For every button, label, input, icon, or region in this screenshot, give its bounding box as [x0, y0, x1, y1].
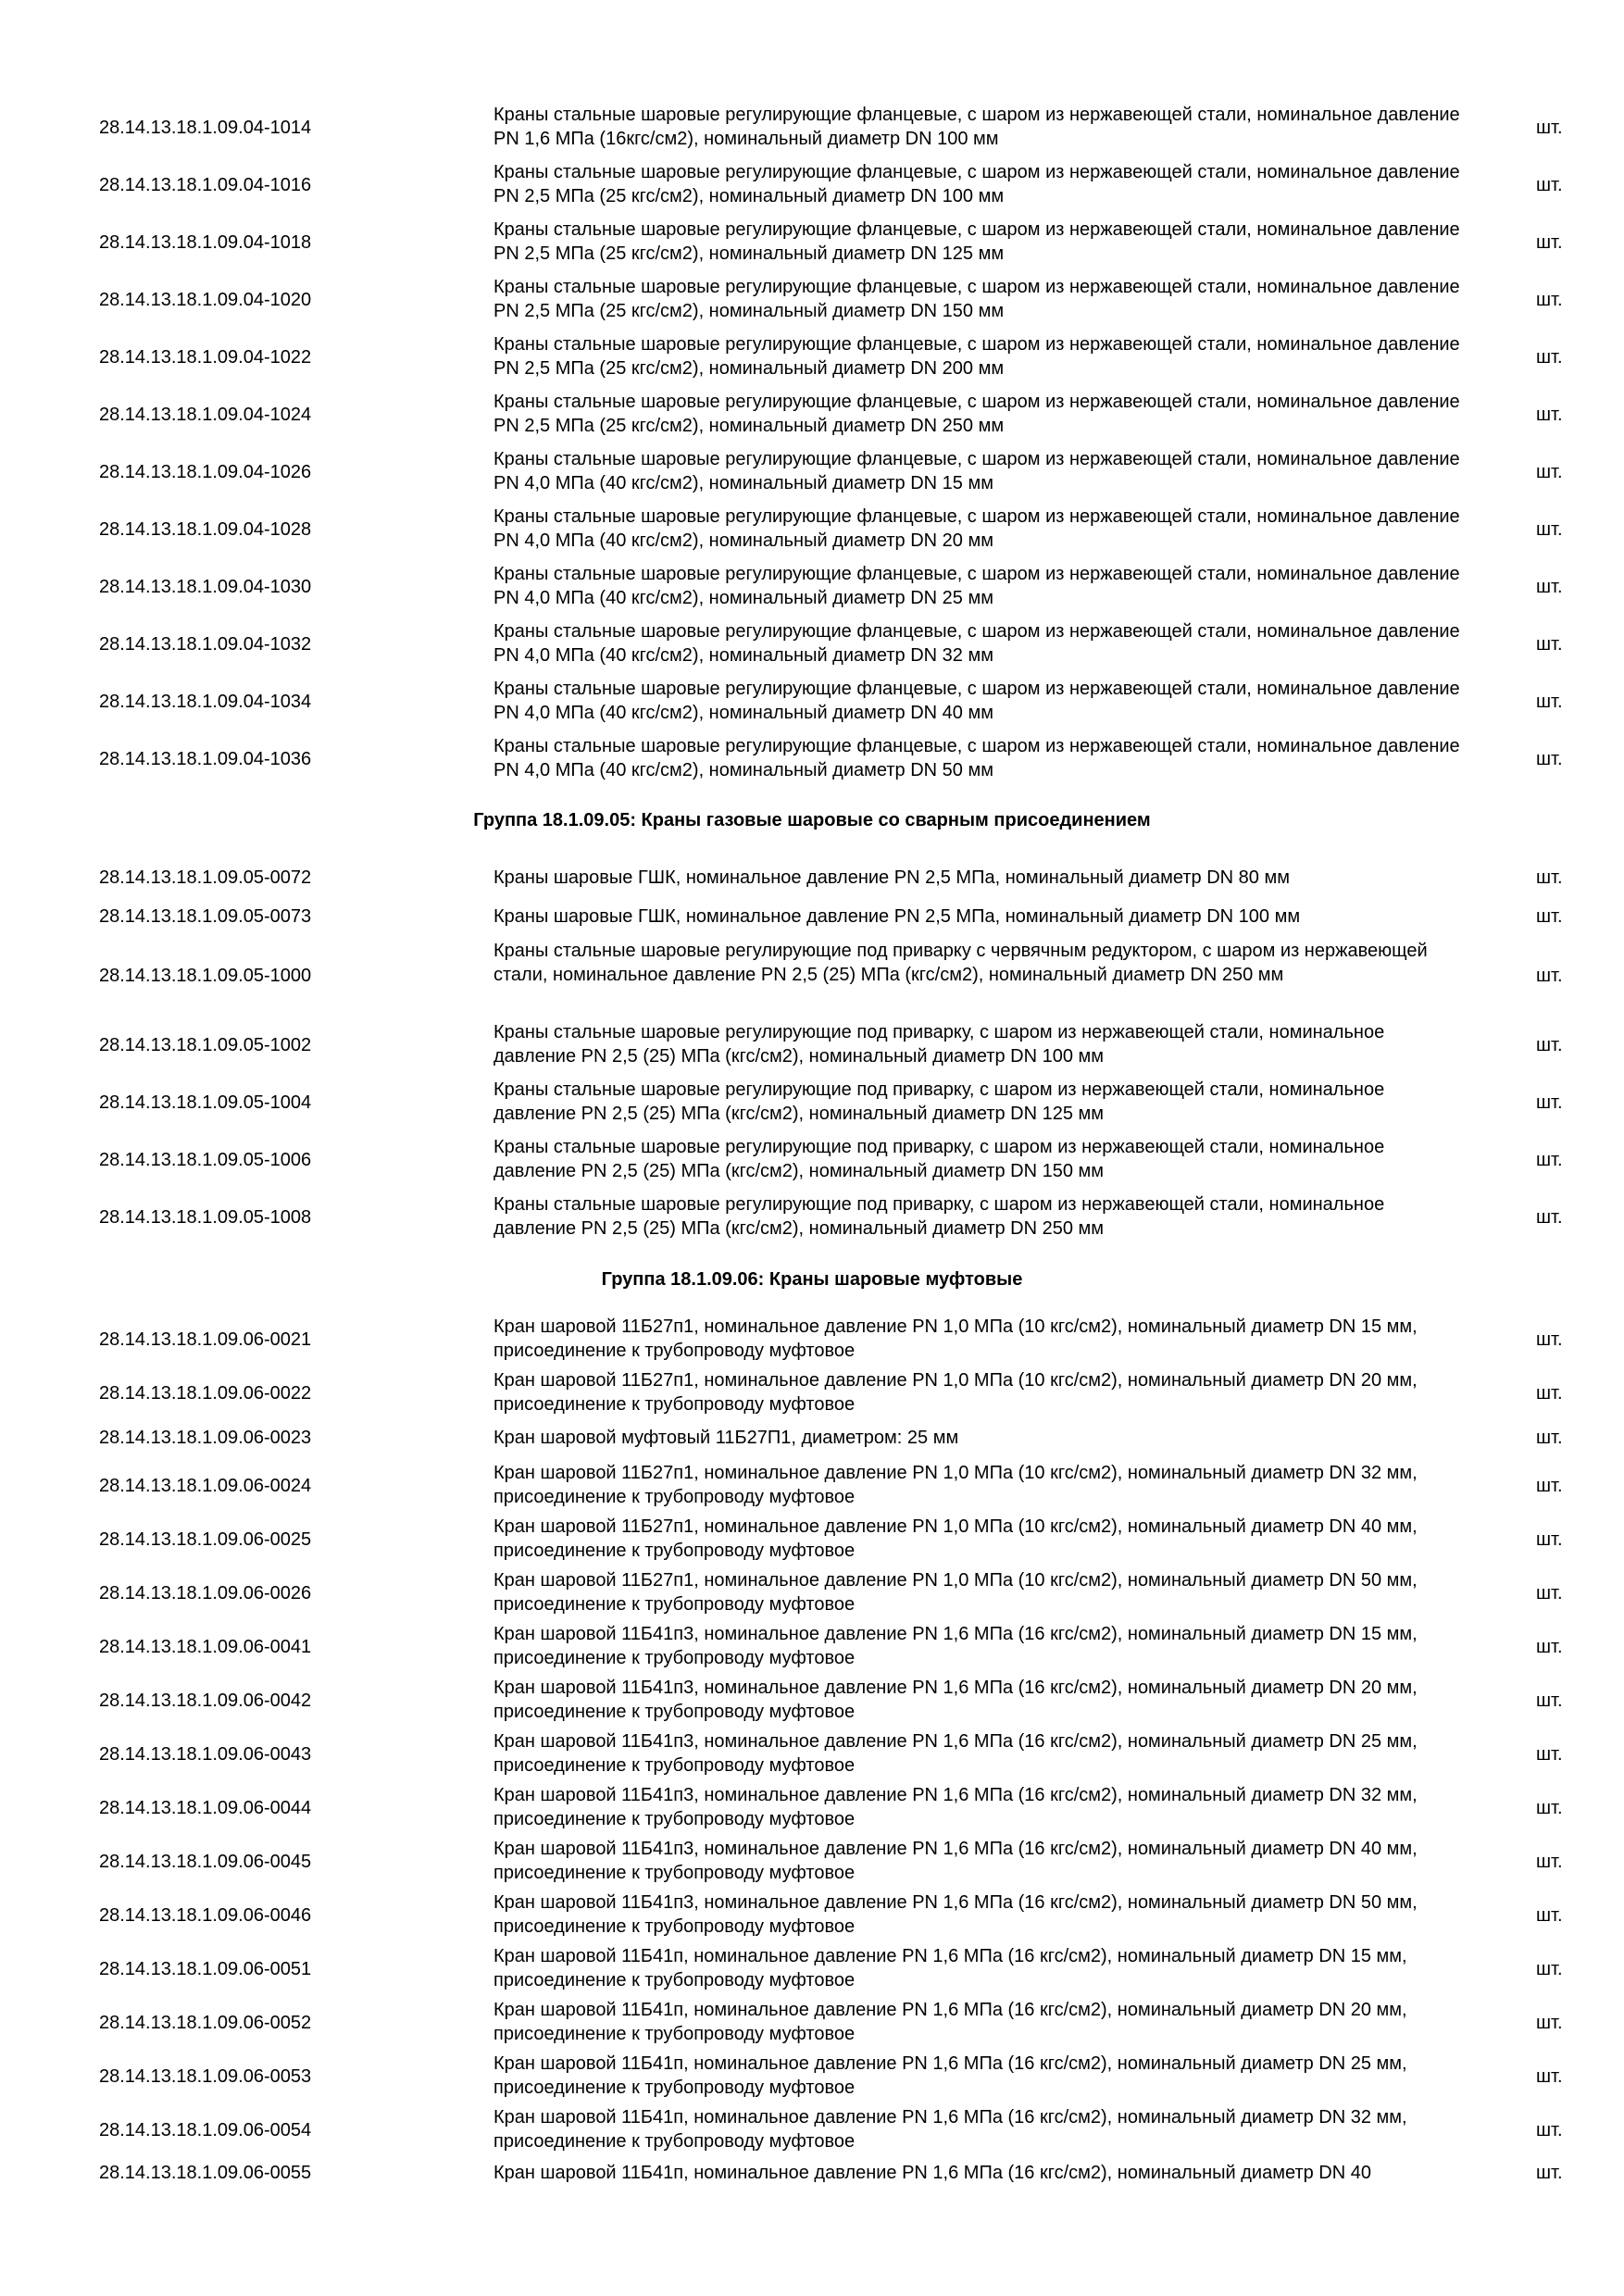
- row-description: Кран шаровой 11Б41п3, номинальное давление PN 1,6 МПа (16 кгс/см2), номинальный диаметр DN 50 мм, присоединение к трубопроводу муфтовое: [493, 1892, 1418, 1937]
- row-description: Краны стальные шаровые регулирующие под приварку, с шаром из нержавеющей стали, номинальное давление PN 2,5 (25) МПа (кгс/см2), номинальный диаметр DN 150 мм: [493, 1137, 1385, 1181]
- row-unit: шт.: [1536, 519, 1563, 540]
- row-description: Кран шаровой 11Б27п1, номинальное давление PN 1,0 МПа (10 кгс/см2), номинальный диаметр DN 20 мм, присоединение к трубопроводу муфтовое: [493, 1370, 1418, 1415]
- row-unit: шт.: [1536, 692, 1563, 712]
- row-unit: шт.: [1536, 2013, 1563, 2033]
- row-description: Краны стальные шаровые регулирующие фланцевые, с шаром из нержавеющей стали, номинальное давление PN 2,5 МПа (25 кгс/см2), номинальный диаметр DN 250 мм: [493, 392, 1460, 436]
- row-unit: шт.: [1536, 1529, 1563, 1550]
- row-code: 28.14.13.18.1.09.06-0051: [99, 1959, 312, 1979]
- row-code: 28.14.13.18.1.09.05-0073: [99, 906, 312, 927]
- row-description: Кран шаровой 11Б41п, номинальное давление PN 1,6 МПа (16 кгс/см2), номинальный диаметр DN 20 мм, присоединение к трубопроводу муфтовое: [493, 2000, 1407, 2044]
- row-description: Краны стальные шаровые регулирующие фланцевые, с шаром из нержавеющей стали, номинальное давление PN 4,0 МПа (40 кгс/см2), номинальный диаметр DN 50 мм: [493, 736, 1460, 780]
- row-description: Краны стальные шаровые регулирующие под приварку, с шаром из нержавеющей стали, номинальное давление PN 2,5 (25) МПа (кгс/см2), номинальный диаметр DN 100 мм: [493, 1022, 1385, 1067]
- row-code: 28.14.13.18.1.09.06-0045: [99, 1852, 312, 1872]
- row-code: 28.14.13.18.1.09.04-1024: [99, 405, 312, 425]
- row-code: 28.14.13.18.1.09.06-0025: [99, 1529, 312, 1550]
- row-description: Краны стальные шаровые регулирующие под приварку, с шаром из нержавеющей стали, номинальное давление PN 2,5 (25) МПа (кгс/см2), номинальный диаметр DN 250 мм: [493, 1194, 1385, 1239]
- row-description: Краны стальные шаровые регулирующие фланцевые, с шаром из нержавеющей стали, номинальное давление PN 2,5 МПа (25 кгс/см2), номинальный диаметр DN 150 мм: [493, 277, 1460, 321]
- row-description: Краны стальные шаровые регулирующие фланцевые, с шаром из нержавеющей стали, номинальное давление PN 2,5 МПа (25 кгс/см2), номинальный диаметр DN 100 мм: [493, 162, 1460, 206]
- row-description: Кран шаровой 11Б41п, номинальное давление PN 1,6 МПа (16 кгс/см2), номинальный диаметр DN 15 мм, присоединение к трубопроводу муфтовое: [493, 1946, 1407, 1990]
- row-unit: шт.: [1536, 1583, 1563, 1603]
- row-description: Кран шаровой 11Б41п3, номинальное давление PN 1,6 МПа (16 кгс/см2), номинальный диаметр DN 32 мм, присоединение к трубопроводу муфтовое: [493, 1785, 1418, 1829]
- row-unit: шт.: [1536, 1637, 1563, 1657]
- row-code: 28.14.13.18.1.09.06-0052: [99, 2013, 312, 2033]
- row-description: Краны стальные шаровые регулирующие фланцевые, с шаром из нержавеющей стали, номинальное давление PN 2,5 МПа (25 кгс/см2), номинальный диаметр DN 125 мм: [493, 219, 1460, 264]
- row-unit: шт.: [1536, 1744, 1563, 1765]
- row-unit: шт.: [1536, 1428, 1563, 1448]
- row-unit: шт.: [1536, 462, 1563, 482]
- row-code: 28.14.13.18.1.09.04-1028: [99, 519, 312, 540]
- row-code: 28.14.13.18.1.09.06-0026: [99, 1583, 312, 1603]
- row-code: 28.14.13.18.1.09.04-1034: [99, 692, 312, 712]
- row-code: 28.14.13.18.1.09.05-1004: [99, 1092, 312, 1113]
- row-code: 28.14.13.18.1.09.06-0023: [99, 1428, 312, 1448]
- row-code: 28.14.13.18.1.09.04-1016: [99, 175, 312, 195]
- row-unit: шт.: [1536, 1691, 1563, 1711]
- row-description: Кран шаровой 11Б41п3, номинальное давление PN 1,6 МПа (16 кгс/см2), номинальный диаметр DN 40 мм, присоединение к трубопроводу муфтовое: [493, 1839, 1418, 1883]
- row-unit: шт.: [1536, 1798, 1563, 1818]
- row-description: Кран шаровой 11Б41п, номинальное давление PN 1,6 МПа (16 кгс/см2), номинальный диаметр DN 25 мм, присоединение к трубопроводу муфтовое: [493, 2053, 1407, 2098]
- row-unit: шт.: [1536, 867, 1563, 888]
- row-description: Кран шаровой 11Б41п, номинальное давление PN 1,6 МПа (16 кгс/см2), номинальный диаметр DN 32 мм, присоединение к трубопроводу муфтовое: [493, 2107, 1407, 2152]
- row-unit: шт.: [1536, 577, 1563, 597]
- row-unit: шт.: [1536, 1329, 1563, 1350]
- group-heading: Группа 18.1.09.06: Краны шаровые муфтовые: [601, 1269, 1023, 1290]
- row-code: 28.14.13.18.1.09.05-0072: [99, 867, 312, 888]
- row-description: Кран шаровой 11Б27п1, номинальное давление PN 1,0 МПа (10 кгс/см2), номинальный диаметр DN 40 мм, присоединение к трубопроводу муфтовое: [493, 1516, 1418, 1561]
- row-code: 28.14.13.18.1.09.04-1026: [99, 462, 312, 482]
- row-unit: шт.: [1536, 1383, 1563, 1404]
- row-description: Краны стальные шаровые регулирующие под приварку с червячным редуктором, с шаром из нержавеющей стали, номинальное давление PN 2,5 (25) МПа (кгс/см2), номинальный диаметр DN 250 мм: [493, 941, 1428, 985]
- row-code: 28.14.13.18.1.09.04-1020: [99, 290, 312, 310]
- row-code: 28.14.13.18.1.09.06-0054: [99, 2120, 312, 2140]
- row-code: 28.14.13.18.1.09.06-0043: [99, 1744, 312, 1765]
- row-unit: шт.: [1536, 1959, 1563, 1979]
- row-description: Краны шаровые ГШК, номинальное давление PN 2,5 МПа, номинальный диаметр DN 100 мм: [493, 906, 1301, 927]
- row-unit: шт.: [1536, 749, 1563, 769]
- row-code: 28.14.13.18.1.09.05-1000: [99, 966, 312, 986]
- row-description: Кран шаровой 11Б41п, номинальное давление PN 1,6 МПа (16 кгс/см2), номинальный диаметр DN 40: [493, 2163, 1371, 2183]
- row-code: 28.14.13.18.1.09.05-1008: [99, 1207, 312, 1228]
- row-unit: шт.: [1536, 232, 1563, 253]
- row-unit: шт.: [1536, 1476, 1563, 1496]
- row-description: Краны стальные шаровые регулирующие фланцевые, с шаром из нержавеющей стали, номинальное давление PN 4,0 МПа (40 кгс/см2), номинальный диаметр DN 20 мм: [493, 506, 1460, 551]
- row-unit: шт.: [1536, 347, 1563, 368]
- group-heading: Группа 18.1.09.05: Краны газовые шаровые со сварным присоединением: [473, 810, 1151, 830]
- row-description: Краны шаровые ГШК, номинальное давление PN 2,5 МПа, номинальный диаметр DN 80 мм: [493, 867, 1290, 888]
- row-unit: шт.: [1536, 1852, 1563, 1872]
- row-unit: шт.: [1536, 1905, 1563, 1926]
- row-description: Кран шаровой муфтовый 11Б27П1, диаметром: 25 мм: [493, 1428, 959, 1448]
- row-unit: шт.: [1536, 118, 1563, 138]
- row-unit: шт.: [1536, 1150, 1563, 1170]
- row-description: Краны стальные шаровые регулирующие фланцевые, с шаром из нержавеющей стали, номинальное давление PN 4,0 МПа (40 кгс/см2), номинальный диаметр DN 25 мм: [493, 564, 1460, 608]
- row-code: 28.14.13.18.1.09.06-0044: [99, 1798, 312, 1818]
- row-code: 28.14.13.18.1.09.05-1002: [99, 1035, 312, 1055]
- row-description: Краны стальные шаровые регулирующие фланцевые, с шаром из нержавеющей стали, номинальное давление PN 4,0 МПа (40 кгс/см2), номинальный диаметр DN 40 мм: [493, 679, 1460, 723]
- row-code: 28.14.13.18.1.09.06-0055: [99, 2163, 312, 2183]
- row-description: Кран шаровой 11Б41п3, номинальное давление PN 1,6 МПа (16 кгс/см2), номинальный диаметр DN 15 мм, присоединение к трубопроводу муфтовое: [493, 1624, 1418, 1668]
- row-description: Кран шаровой 11Б41п3, номинальное давление PN 1,6 МПа (16 кгс/см2), номинальный диаметр DN 25 мм, присоединение к трубопроводу муфтовое: [493, 1731, 1418, 1776]
- row-code: 28.14.13.18.1.09.06-0046: [99, 1905, 312, 1926]
- row-description: Краны стальные шаровые регулирующие под приварку, с шаром из нержавеющей стали, номинальное давление PN 2,5 (25) МПа (кгс/см2), номинальный диаметр DN 125 мм: [493, 1079, 1385, 1124]
- row-code: 28.14.13.18.1.09.06-0042: [99, 1691, 312, 1711]
- row-code: 28.14.13.18.1.09.06-0041: [99, 1637, 312, 1657]
- row-unit: шт.: [1536, 175, 1563, 195]
- row-description: Краны стальные шаровые регулирующие фланцевые, с шаром из нержавеющей стали, номинальное давление PN 4,0 МПа (40 кгс/см2), номинальный диаметр DN 32 мм: [493, 621, 1460, 666]
- row-code: 28.14.13.18.1.09.04-1018: [99, 232, 312, 253]
- row-description: Краны стальные шаровые регулирующие фланцевые, с шаром из нержавеющей стали, номинальное давление PN 4,0 МПа (40 кгс/см2), номинальный диаметр DN 15 мм: [493, 449, 1460, 493]
- row-code: 28.14.13.18.1.09.05-1006: [99, 1150, 312, 1170]
- row-unit: шт.: [1536, 966, 1563, 986]
- row-unit: шт.: [1536, 2120, 1563, 2140]
- row-code: 28.14.13.18.1.09.06-0022: [99, 1383, 312, 1404]
- row-description: Кран шаровой 11Б27п1, номинальное давление PN 1,0 МПа (10 кгс/см2), номинальный диаметр DN 15 мм, присоединение к трубопроводу муфтовое: [493, 1316, 1418, 1361]
- row-unit: шт.: [1536, 290, 1563, 310]
- row-unit: шт.: [1536, 1207, 1563, 1228]
- row-unit: шт.: [1536, 405, 1563, 425]
- row-unit: шт.: [1536, 906, 1563, 927]
- row-code: 28.14.13.18.1.09.04-1032: [99, 634, 312, 655]
- row-unit: шт.: [1536, 2066, 1563, 2087]
- row-code: 28.14.13.18.1.09.06-0024: [99, 1476, 312, 1496]
- row-description: Краны стальные шаровые регулирующие фланцевые, с шаром из нержавеющей стали, номинальное давление PN 2,5 МПа (25 кгс/см2), номинальный диаметр DN 200 мм: [493, 334, 1460, 379]
- row-code: 28.14.13.18.1.09.04-1014: [99, 118, 312, 138]
- row-unit: шт.: [1536, 634, 1563, 655]
- row-code: 28.14.13.18.1.09.06-0053: [99, 2066, 312, 2087]
- row-unit: шт.: [1536, 1092, 1563, 1113]
- row-code: 28.14.13.18.1.09.04-1036: [99, 749, 312, 769]
- row-description: Кран шаровой 11Б41п3, номинальное давление PN 1,6 МПа (16 кгс/см2), номинальный диаметр DN 20 мм, присоединение к трубопроводу муфтовое: [493, 1678, 1418, 1722]
- row-unit: шт.: [1536, 1035, 1563, 1055]
- row-code: 28.14.13.18.1.09.04-1030: [99, 577, 312, 597]
- row-description: Краны стальные шаровые регулирующие фланцевые, с шаром из нержавеющей стали, номинальное давление PN 1,6 МПа (16кгс/см2), номинальный диаметр DN 100 мм: [493, 105, 1460, 149]
- row-code: 28.14.13.18.1.09.06-0021: [99, 1329, 312, 1350]
- row-code: 28.14.13.18.1.09.04-1022: [99, 347, 312, 368]
- row-unit: шт.: [1536, 2163, 1563, 2183]
- row-description: Кран шаровой 11Б27п1, номинальное давление PN 1,0 МПа (10 кгс/см2), номинальный диаметр DN 50 мм, присоединение к трубопроводу муфтовое: [493, 1570, 1418, 1615]
- row-description: Кран шаровой 11Б27п1, номинальное давление PN 1,0 МПа (10 кгс/см2), номинальный диаметр DN 32 мм, присоединение к трубопроводу муфтовое: [493, 1463, 1418, 1507]
